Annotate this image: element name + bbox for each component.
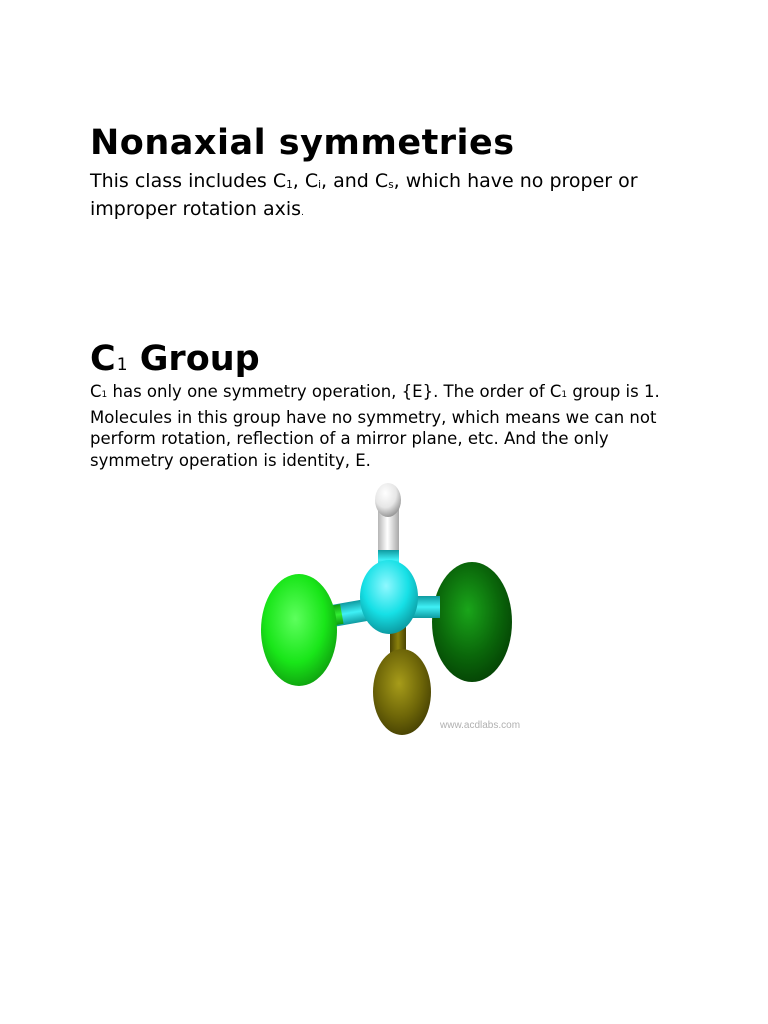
subscript-1: 1 [286,178,293,191]
atom-right [432,562,512,682]
intro-text-suffix: , which have no proper or improper rotation axis [90,170,638,220]
intro-text-sep2: , and C [321,170,389,192]
section-title-rest: Group [127,339,260,379]
figure-watermark: www.acdlabs.com [440,720,521,731]
subscript-i: i [318,178,322,191]
atom-bottom [373,649,431,735]
section-title-main: C [90,339,116,379]
intro-text-sep1: , C [292,170,319,192]
atom-left [261,574,337,686]
intro-paragraph [90,169,700,226]
page-heading: Nonaxial symmetries [90,123,515,163]
intro-text-prefix: This class includes C [90,170,287,192]
atom-center [360,560,418,634]
molecule-figure [250,478,530,740]
subscript-s: s [388,178,394,191]
section-text-2: group is 1. Molecules in this group have no symmetry, which means we can not perform rotation, reflection of a mirror plane, etc. And the only symmetry operation is identity, E. [90,382,660,470]
section-paragraph [90,381,690,471]
section-subscript-1b: 1 [561,390,568,401]
section-text-1: has only one symmetry operation, {E}. The order of C [107,382,562,401]
atom-top [375,483,401,517]
section-title-subscript: 1 [116,355,128,375]
intro-period: . [301,208,304,218]
section-subscript-1a: 1 [101,390,108,401]
section-text-c: C [90,382,102,401]
